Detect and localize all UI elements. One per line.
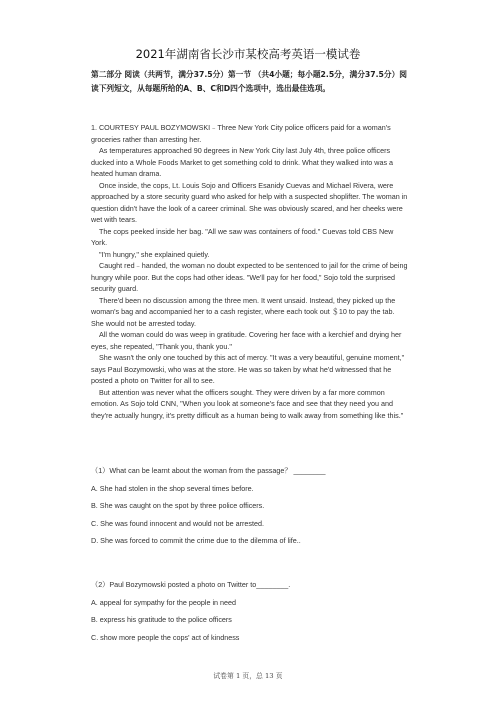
- passage-paragraph: 1. COURTESY PAUL BOZYMOWSKI﹣Three New York City police officers paid for a woman's groceries rather than arresting her.: [91, 123, 391, 144]
- page-footer: 试卷第 1 页，总 13 页: [213, 672, 283, 680]
- passage-paragraph: Once inside, the cops, Lt. Louis Sojo and Officers Esanidy Cuevas and Michael Rivera, were approached by a store security guard who asked for help with a suspected shoplifter. The woman in question didn't have the look of a career criminal. She was obviously scared, and her cheeks were wet with tears.: [91, 180, 408, 224]
- answer-option: B. express his gratitude to the police officers: [91, 615, 232, 624]
- passage-paragraph: The cops peeked inside her bag. "All we saw was containers of food." Cuevas told CBS New York.: [91, 226, 394, 247]
- passage-paragraph: As temperatures approached 90 degrees in New York City last July 4th, three police officers ducked into a Whole Foods Market to get something cold to drink. What they walked into was a heated human drama.: [91, 146, 394, 178]
- answer-option: B. She was caught on the spot by three police officers.: [91, 501, 265, 510]
- answer-option: C. show more people the cops' act of kindness: [91, 632, 240, 642]
- answer-option: A. appeal for sympathy for the people in need: [91, 597, 237, 607]
- question-2: [91, 576, 409, 646]
- passage-paragraph: But attention was never what the officers sought. They were driven by a far more common emotion. As Sojo told CNN, "When you look at someone's face and see that they need you and they're actually hungry, it's pretty difficult as a human being to walk away from something like this.": [91, 387, 404, 420]
- reading-passage: [91, 122, 409, 421]
- passage-paragraph: "I'm hungry," she explained quietly.: [99, 249, 210, 259]
- question-1: [91, 462, 409, 550]
- question-stem: （2）Paul Bozymowski posted a photo on Twitter to________.: [91, 580, 291, 589]
- passage-paragraph: All the woman could do was weep in gratitude. Covering her face with a kerchief and drying her eyes, she repeated, "Thank you, thank you.": [91, 330, 402, 351]
- passage-paragraph: There'd been no discussion among the three men. It went unsaid. Instead, they picked up the woman's bag and accompanied her to a cash register, where each took out ＄10 to pay the tab. She would not be arrested today.: [91, 295, 396, 328]
- answer-option: D. She was forced to commit the crime due to the dilemma of life..: [91, 536, 301, 545]
- passage-paragraph: Caught red﹣handed, the woman no doubt expected to be sentenced to jail for the crime of being hungry while poor. But the cops had other ideas. "We'll pay for her food," Sojo told the surprised security guard.: [91, 261, 408, 293]
- answer-option: A. She had stolen in the shop several times before.: [91, 483, 254, 493]
- question-stem: （1）What can be learnt about the woman from the passage？ ________: [91, 466, 326, 475]
- answer-option: C. She was found innocent and would not be arrested.: [91, 518, 265, 528]
- passage-paragraph: She wasn't the only one touched by this act of mercy. "It was a very beautiful, genuine moment," says Paul Bozymowski, who was at the store. He was so taken by what he'd witnessed that he posted a photo on Twitter for all to see.: [91, 353, 405, 385]
- document-title: 2021年湖南省长沙市某校高考英语一模试卷: [135, 47, 361, 61]
- section-instructions: 第二部分 阅读（共两节，满分37.5分）第一节 （共4小题；每小题2.5分，满分37.5分）阅读下列短文，从每题所给的A、B、C和D四个选项中，选出最佳选项。: [91, 70, 407, 93]
